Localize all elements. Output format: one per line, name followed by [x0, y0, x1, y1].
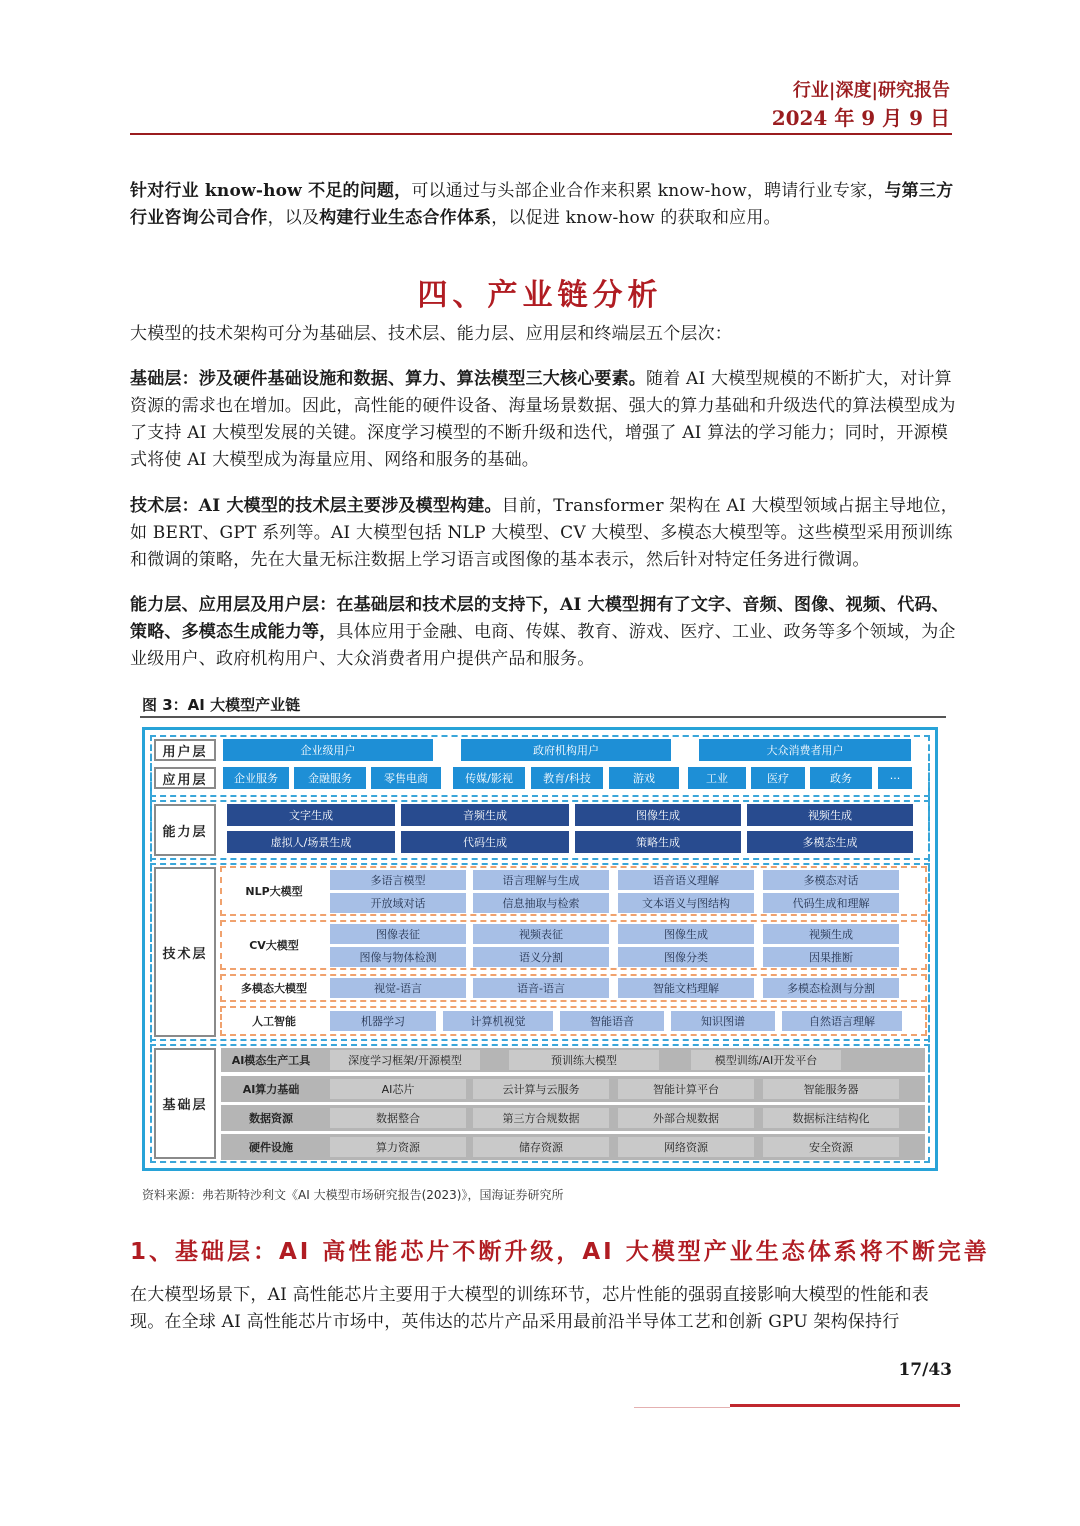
section-title: 四、产业链分析 — [417, 278, 663, 313]
data-label: 数据资源 — [249, 1112, 293, 1125]
app-item: 游戏 — [609, 767, 679, 789]
cv-item: 视频表征 — [473, 924, 609, 944]
compute-item: 云计算与云服务 — [473, 1079, 609, 1099]
intro-text-3: ，以促进 know-how 的获取和应用。 — [491, 208, 781, 228]
report-date: 2024 年 9 月 9 日 — [771, 106, 950, 130]
nlp-item: 多语言模型 — [330, 870, 466, 890]
app-item: 零售电商 — [371, 767, 441, 789]
intro-paragraph — [130, 178, 960, 232]
capability-layer-bold: 能力层、应用层及用户层：在基础层和技术层的支持下，AI 大模型拥有了文字、音频、图像、视频、代码、策略、多模态生成能力等， — [130, 595, 949, 642]
multimodal-item: 视觉-语言 — [330, 978, 466, 998]
user-item: 大众消费者用户 — [699, 739, 911, 761]
app-layer-label: 应用层 — [154, 767, 216, 789]
hardware-item: 算力资源 — [330, 1137, 466, 1157]
app-item: 传媒/影视 — [453, 767, 525, 789]
user-layer-label: 用户层 — [154, 739, 216, 761]
section-lead: 大模型的技术架构可分为基础层、技术层、能力层、应用层和终端层五个层次： — [130, 324, 732, 344]
cv-item: 因果推断 — [763, 947, 899, 967]
intro-bold-2: 与第三方行业咨询公司合作 — [130, 181, 954, 228]
nlp-item: 文本语义与图结构 — [618, 893, 754, 913]
nlp-item: 代码生成和理解 — [763, 893, 899, 913]
compute-item: 智能计算平台 — [618, 1079, 754, 1099]
compute-item: 智能服务器 — [763, 1079, 899, 1099]
intro-bold-1: 针对行业 know-how 不足的问题， — [130, 181, 412, 201]
ai-item: 机器学习 — [330, 1011, 436, 1031]
data-item: 第三方合规数据 — [473, 1108, 609, 1128]
tools-label: AI模态生产工具 — [231, 1054, 311, 1067]
hardware-item: 网络资源 — [618, 1137, 754, 1157]
base-layer-paragraph — [130, 366, 960, 474]
compute-label: AI算力基础 — [242, 1083, 300, 1096]
multimodal-item: 智能文档理解 — [618, 978, 754, 998]
ai-item: 知识图谱 — [671, 1011, 775, 1031]
capability-layer-label: 能力层 — [154, 804, 216, 856]
intro-text-2: ，以及 — [267, 208, 320, 228]
capability-layer-paragraph — [130, 592, 960, 673]
figure-source: 资料来源：弗若斯特沙利文《AI 大模型市场研究报告(2023)》，国海证券研究所 — [142, 1188, 564, 1202]
capability-item: 多模态生成 — [747, 831, 913, 853]
base-layer-bold: 基础层：涉及硬件基础设施和数据、算力、算法模型三大核心要素。 — [130, 369, 646, 389]
data-item: 数据标注结构化 — [763, 1108, 899, 1128]
app-item: 教育/科技 — [531, 767, 603, 789]
ai-label: 人工智能 — [252, 1015, 296, 1028]
capability-item: 策略生成 — [575, 831, 741, 853]
app-item: 工业 — [688, 767, 746, 789]
tools-item: 预训练大模型 — [509, 1050, 659, 1070]
nlp-label: NLP大模型 — [245, 885, 303, 898]
nlp-item: 语言理解与生成 — [473, 870, 609, 890]
nlp-item: 多模态对话 — [763, 870, 899, 890]
base-layer-label: 基础层 — [154, 1048, 216, 1159]
base-layer-text: 随着 AI 大模型规模的不断扩大，对计算资源的需求也在增加。因此，高性能的硬件设备、海量场景数据、强大的算力基础和升级迭代的算法模型成为了支持 AI 大模型发展的关键。深度学习模型的不断升级和迭代，增强了 AI 算法的学习能力；同时，开源模式将使 AI 大模型成为海量应用、网络和服务的基础。 — [130, 369, 956, 470]
page-number: 17/43 — [898, 1360, 952, 1380]
app-item: ··· — [878, 767, 912, 789]
ai-item: 自然语言理解 — [782, 1011, 902, 1031]
cv-label: CV大模型 — [249, 939, 299, 952]
user-item: 政府机构用户 — [461, 739, 671, 761]
cv-item: 图像表征 — [330, 924, 466, 944]
cv-item: 语义分割 — [473, 947, 609, 967]
capability-item: 视频生成 — [747, 804, 913, 826]
capability-item: 音频生成 — [401, 804, 569, 826]
header-rule — [130, 133, 952, 135]
data-item: 数据整合 — [330, 1108, 466, 1128]
app-item: 金融服务 — [294, 767, 366, 789]
figure-rule — [140, 716, 946, 718]
multimodal-item: 语音-语言 — [473, 978, 609, 998]
subsection-paragraph: 在大模型场景下，AI 高性能芯片主要用于大模型的训练环节，芯片性能的强弱直接影响大模型的性能和表现。在全球 AI 高性能芯片市场中，英伟达的芯片产品采用最前沿半导体工艺和创新 GPU 架构保持行 — [130, 1285, 929, 1332]
capability-item: 虚拟人/场景生成 — [227, 831, 395, 853]
tools-item: 模型训练/AI开发平台 — [691, 1050, 841, 1070]
multimodal-item: 多模态检测与分割 — [763, 978, 899, 998]
intro-bold-3: 构建行业生态合作体系 — [319, 208, 492, 228]
cv-item: 图像与物体检测 — [330, 947, 466, 967]
footer-rule-light — [634, 1407, 730, 1408]
report-category: 行业|深度|研究报告 — [792, 80, 950, 101]
tech-layer-label: 技术层 — [154, 867, 216, 1037]
nlp-item: 开放域对话 — [330, 893, 466, 913]
ai-item: 智能语音 — [560, 1011, 664, 1031]
intro-text-1: 可以通过与头部企业合作来积累 know-how，聘请行业专家， — [411, 181, 885, 201]
tech-layer-bold: 技术层：AI 大模型的技术层主要涉及模型构建。 — [130, 496, 502, 516]
app-item: 政务 — [810, 767, 872, 789]
user-item: 企业级用户 — [223, 739, 433, 761]
capability-layer-text: 具体应用于金融、电商、传媒、教育、游戏、医疗、工业、政务等多个领域，为企业级用户、政府机构用户、大众消费者用户提供产品和服务。 — [130, 622, 956, 669]
tech-layer-paragraph — [130, 493, 960, 574]
cv-item: 图像分类 — [618, 947, 754, 967]
app-item: 医疗 — [751, 767, 805, 789]
capability-item: 文字生成 — [227, 804, 395, 826]
hardware-item: 储存资源 — [473, 1137, 609, 1157]
industry-chain-diagram — [142, 727, 938, 1171]
data-item: 外部合规数据 — [618, 1108, 754, 1128]
nlp-item: 语音语义理解 — [618, 870, 754, 890]
cv-item: 图像生成 — [618, 924, 754, 944]
tech-layer-text: 目前，Transformer 架构在 AI 大模型领域占据主导地位，如 BERT、GPT 系列等。AI 大模型包括 NLP 大模型、CV 大模型、多模态大模型等。这些模型采用预训练和微调的策略，先在大量无标注数据上学习语言或图像的基本表示，然后针对特定任务进行微调。 — [130, 496, 958, 570]
nlp-item: 信息抽取与检索 — [473, 893, 609, 913]
footer-rule-dark — [730, 1404, 960, 1407]
compute-item: AI芯片 — [330, 1079, 466, 1099]
multimodal-label: 多模态大模型 — [241, 982, 307, 995]
capability-item: 代码生成 — [401, 831, 569, 853]
hardware-item: 安全资源 — [763, 1137, 899, 1157]
cv-item: 视频生成 — [763, 924, 899, 944]
ai-item: 计算机视觉 — [443, 1011, 553, 1031]
figure-caption: 图 3：AI 大模型产业链 — [142, 696, 301, 714]
tools-item: 深度学习框架/开源模型 — [330, 1050, 480, 1070]
subsection-title: 1、基础层：AI 高性能芯片不断升级，AI 大模型产业生态体系将不断完善 — [130, 1239, 990, 1265]
app-item: 企业服务 — [223, 767, 289, 789]
hardware-label: 硬件设施 — [249, 1141, 293, 1154]
capability-item: 图像生成 — [575, 804, 741, 826]
